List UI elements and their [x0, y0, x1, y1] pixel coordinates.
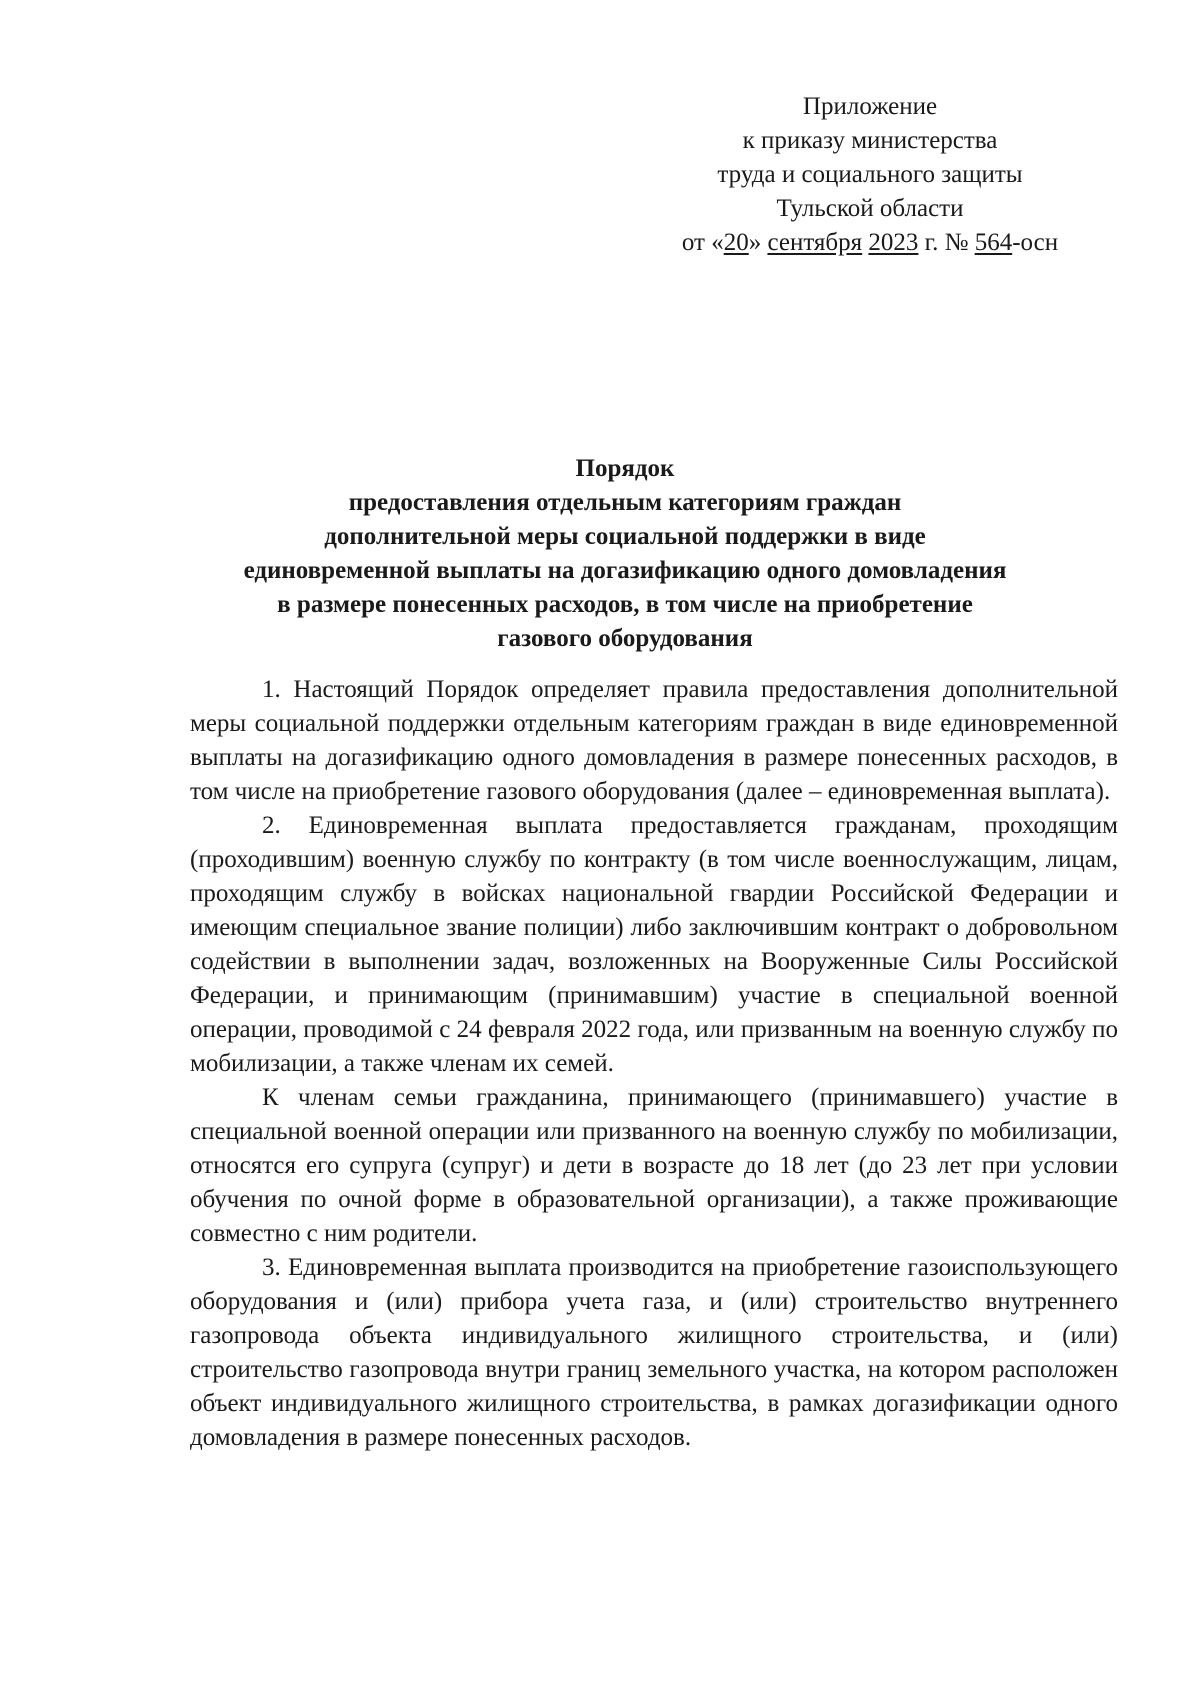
- order-month: сентября: [767, 229, 863, 256]
- title-line-2: предоставления отдельным категориям граждан: [348, 489, 902, 516]
- order-number: 564: [974, 229, 1013, 256]
- title-line-5: в размере понесенных расходов, в том числе на приобретение: [277, 591, 973, 618]
- day-suffix: »: [748, 229, 768, 256]
- title-line-3: дополнительной меры социальной поддержки в виде: [324, 523, 926, 550]
- paragraph-3: 3. Единовременная выплата производится на приобретение газоиспользующего оборудования и (или) прибора учета газа, и (или) строительство внутреннего газопровода объекта индивидуального жилищного строительства, и (или) строительство газопровода внутри границ земельного участка, на котором расположен объект индивидуального жилищного строительства, в рамках догазификации одного домовладения в размере понесенных расходов.: [190, 1254, 1118, 1451]
- order-date-number-line: [620, 226, 1120, 260]
- appendix-header: [620, 90, 1120, 260]
- paragraph-family-members: К членам семьи гражданина, принимающего (принимавшего) участие в специальной военной операции или призванного на военную службу по мобилизации, относятся его супруга (супруг) и дети в возрасте до 18 лет (до 23 лет при условии обучения по очной форме в образовательной организации), а также проживающие совместно с ним родители.: [190, 1084, 1118, 1247]
- region-name-line: Тульской области: [776, 195, 964, 222]
- date-prefix: от «: [681, 229, 724, 256]
- document-title: [180, 452, 1070, 656]
- order-year: 2023: [868, 229, 919, 256]
- ministry-name-line: труда и социального защиты: [717, 161, 1023, 188]
- paragraph-2: 2. Единовременная выплата предоставляется гражданам, проходящим (проходившим) военную службу по контракту (в том числе военнослужащим, лицам, проходящим службу в войсках национальной гвардии Российской Федерации и имеющим специальное звание полиции) либо заключившим контракт о добровольном содействии в выполнении задач, возложенных на Вооруженные Силы Российской Федерации, и принимающим (принимавшим) участие в специальной военной операции, проводимой с 24 февраля 2022 года, или призванным на военную службу по мобилизации, а также членам их семей.: [190, 812, 1118, 1077]
- order-day: 20: [723, 229, 749, 256]
- title-line-6: газового оборудования: [497, 625, 753, 652]
- number-prefix: г. №: [918, 229, 975, 256]
- title-line-4: единовременной выплаты на догазификацию одного домовладения: [243, 557, 1007, 584]
- order-reference-line: к приказу министерства: [742, 127, 998, 154]
- paragraph-1: 1. Настоящий Порядок определяет правила предоставления дополнительной меры социальной поддержки отдельным категориям граждан в виде единовременной выплаты на догазификацию одного домовладения в размере понесенных расходов, в том числе на приобретение газового оборудования (далее – единовременная выплата).: [190, 676, 1118, 805]
- number-suffix: -осн: [1012, 229, 1059, 256]
- title-line-1: Порядок: [575, 455, 675, 482]
- document-body: [190, 673, 1118, 1455]
- appendix-label: Приложение: [802, 93, 938, 120]
